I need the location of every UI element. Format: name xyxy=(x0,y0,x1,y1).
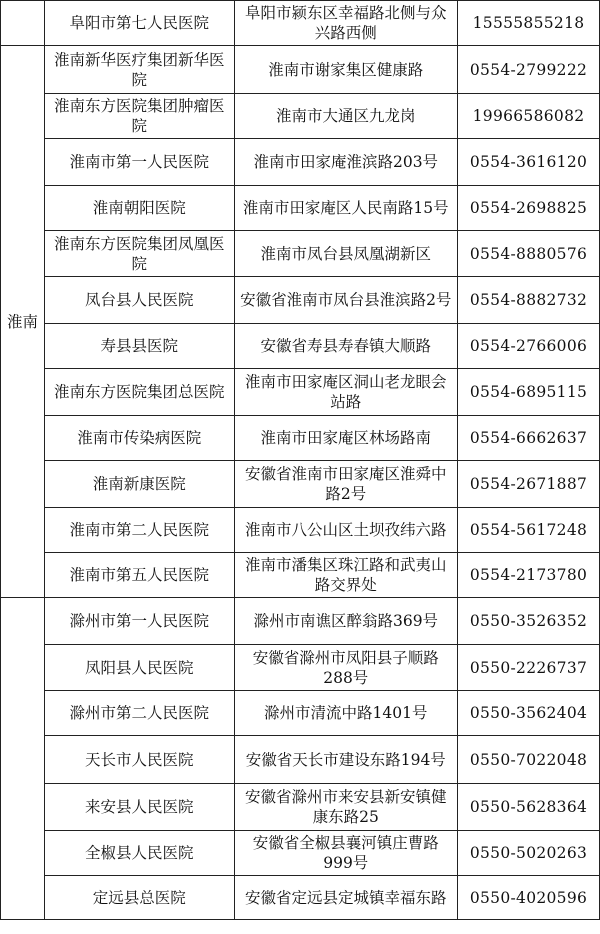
phone-cell: 15555855218 xyxy=(458,1,600,46)
hospital-table-body xyxy=(1,1,600,920)
table-row xyxy=(1,784,600,831)
table-row xyxy=(1,46,600,94)
table-row xyxy=(1,139,600,186)
hospital-name-cell: 淮南朝阳医院 xyxy=(44,186,234,231)
phone-cell: 0554-8882732 xyxy=(458,277,600,324)
address-cell: 阜阳市颍东区幸福路北侧与众兴路西侧 xyxy=(234,1,458,46)
address-cell: 淮南市田家庵淮滨路203号 xyxy=(234,139,458,186)
phone-cell: 0550-5020263 xyxy=(458,831,600,876)
hospital-name-cell: 淮南市传染病医院 xyxy=(44,416,234,461)
hospital-name-cell: 天长市人民医院 xyxy=(44,736,234,784)
table-row xyxy=(1,461,600,508)
table-row xyxy=(1,831,600,876)
phone-cell: 19966586082 xyxy=(458,94,600,139)
address-cell: 淮南市田家庵区林场路南 xyxy=(234,416,458,461)
phone-cell: 0554-2671887 xyxy=(458,461,600,508)
phone-cell: 0550-2226737 xyxy=(458,645,600,691)
address-cell: 安徽省滁州市凤阳县子顺路288号 xyxy=(234,645,458,691)
hospital-name-cell: 淮南市第二人民医院 xyxy=(44,508,234,553)
table-row xyxy=(1,416,600,461)
hospital-name-cell: 淮南新华医疗集团新华医院 xyxy=(44,46,234,94)
phone-cell: 0554-5617248 xyxy=(458,508,600,553)
hospital-name-cell: 淮南新康医院 xyxy=(44,461,234,508)
table-row xyxy=(1,598,600,645)
city-cell xyxy=(1,598,45,920)
phone-cell: 0554-2698825 xyxy=(458,186,600,231)
table-row xyxy=(1,1,600,46)
hospital-name-cell: 凤阳县人民医院 xyxy=(44,645,234,691)
address-cell: 安徽省淮南市田家庵区淮舜中路2号 xyxy=(234,461,458,508)
phone-cell: 0554-3616120 xyxy=(458,139,600,186)
phone-cell: 0550-7022048 xyxy=(458,736,600,784)
hospital-name-cell: 滁州市第二人民医院 xyxy=(44,691,234,736)
hospital-name-cell: 淮南市第五人民医院 xyxy=(44,553,234,598)
address-cell: 安徽省淮南市凤台县淮滨路2号 xyxy=(234,277,458,324)
table-row xyxy=(1,736,600,784)
table-row xyxy=(1,645,600,691)
hospital-name-cell: 来安县人民医院 xyxy=(44,784,234,831)
address-cell: 淮南市田家庵区人民南路15号 xyxy=(234,186,458,231)
table-row xyxy=(1,186,600,231)
address-cell: 安徽省滁州市来安县新安镇健康东路25 xyxy=(234,784,458,831)
address-cell: 淮南市潘集区珠江路和武夷山路交界处 xyxy=(234,553,458,598)
phone-cell: 0554-6895115 xyxy=(458,369,600,416)
phone-cell: 0550-4020596 xyxy=(458,876,600,920)
phone-cell: 0554-2799222 xyxy=(458,46,600,94)
address-cell: 滁州市南谯区醉翁路369号 xyxy=(234,598,458,645)
city-cell: 淮南 xyxy=(1,46,45,598)
table-row xyxy=(1,369,600,416)
phone-cell: 0554-2173780 xyxy=(458,553,600,598)
hospital-name-cell: 阜阳市第七人民医院 xyxy=(44,1,234,46)
phone-cell: 0550-3526352 xyxy=(458,598,600,645)
address-cell: 安徽省全椒县襄河镇庄曹路999号 xyxy=(234,831,458,876)
address-cell: 滁州市清流中路1401号 xyxy=(234,691,458,736)
hospital-name-cell: 凤台县人民医院 xyxy=(44,277,234,324)
hospital-name-cell: 淮南东方医院集团凤凰医院 xyxy=(44,231,234,277)
table-row xyxy=(1,324,600,369)
address-cell: 淮南市八公山区土坝孜纬六路 xyxy=(234,508,458,553)
table-row xyxy=(1,94,600,139)
hospital-name-cell: 定远县总医院 xyxy=(44,876,234,920)
address-cell: 淮南市田家庵区洞山老龙眼会站路 xyxy=(234,369,458,416)
hospital-name-cell: 淮南东方医院集团总医院 xyxy=(44,369,234,416)
table-row xyxy=(1,553,600,598)
phone-cell: 0550-5628364 xyxy=(458,784,600,831)
table-row xyxy=(1,691,600,736)
table-row xyxy=(1,508,600,553)
phone-cell: 0554-6662637 xyxy=(458,416,600,461)
hospital-name-cell: 滁州市第一人民医院 xyxy=(44,598,234,645)
phone-cell: 0550-3562404 xyxy=(458,691,600,736)
address-cell: 淮南市大通区九龙岗 xyxy=(234,94,458,139)
table-row xyxy=(1,876,600,920)
hospital-name-cell: 全椒县人民医院 xyxy=(44,831,234,876)
address-cell: 安徽省天长市建设东路194号 xyxy=(234,736,458,784)
address-cell: 安徽省定远县定城镇幸福东路 xyxy=(234,876,458,920)
address-cell: 淮南市凤台县凤凰湖新区 xyxy=(234,231,458,277)
hospital-name-cell: 淮南市第一人民医院 xyxy=(44,139,234,186)
table-row xyxy=(1,277,600,324)
hospital-name-cell: 寿县县医院 xyxy=(44,324,234,369)
city-cell xyxy=(1,1,45,46)
table-row xyxy=(1,231,600,277)
address-cell: 淮南市谢家集区健康路 xyxy=(234,46,458,94)
address-cell: 安徽省寿县寿春镇大顺路 xyxy=(234,324,458,369)
phone-cell: 0554-2766006 xyxy=(458,324,600,369)
hospital-name-cell: 淮南东方医院集团肿瘤医院 xyxy=(44,94,234,139)
phone-cell: 0554-8880576 xyxy=(458,231,600,277)
